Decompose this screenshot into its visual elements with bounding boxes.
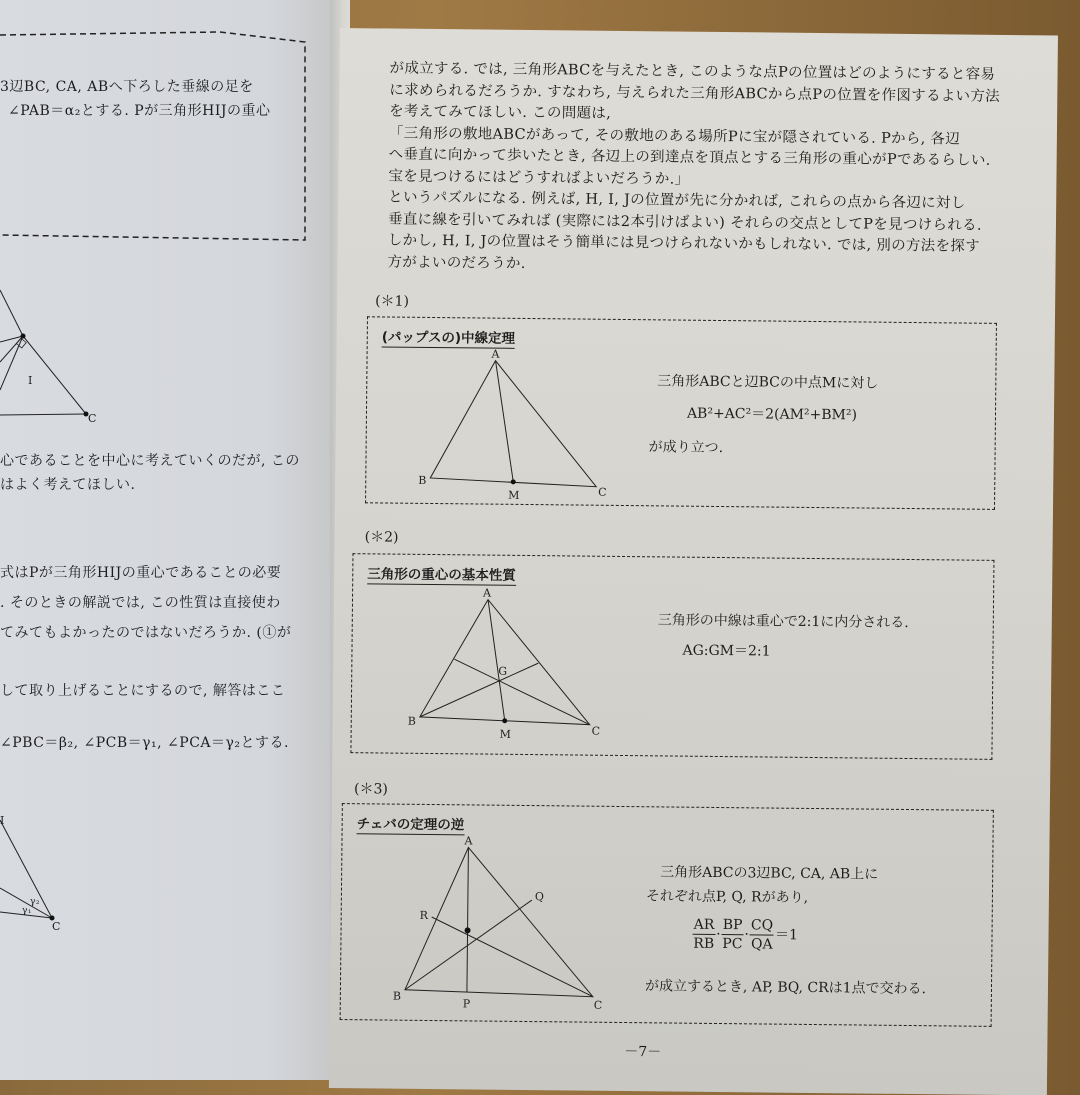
paragraph-line: ∠PBC＝β₂, ∠PCB＝γ₁, ∠PCA＝γ₂とする.: [0, 735, 289, 751]
svg-text:R: R: [419, 908, 429, 922]
median-theorem-box: [365, 316, 997, 510]
paragraph-line: . そのときの解説では, この性質は直接使わ: [0, 595, 281, 611]
text-line: 方がよいのだろうか.: [387, 254, 526, 272]
fig-label-I: I: [28, 374, 33, 387]
fig-label-C: C: [52, 920, 61, 933]
paragraph-line: 心であることを中心に考えていくのだが, この: [0, 453, 300, 469]
centroid-figure: [401, 587, 623, 759]
ceva-figure: [381, 834, 613, 1026]
theorem-statement: 三角形ABCと辺BCの中点Mに対し: [657, 373, 879, 392]
svg-text:M: M: [508, 488, 520, 502]
svg-text:G: G: [498, 664, 508, 678]
page-number: －7－: [624, 1044, 662, 1061]
svg-text:A: A: [483, 586, 492, 600]
fig-label-gamma2: γ₂: [30, 897, 40, 907]
left-page-figures: [0, 0, 335, 1080]
fig-label-gamma1: γ₁: [22, 906, 32, 916]
text-line: というパズルになる. 例えば, H, I, Jの位置が先に分かれば, これらの点から各辺に対し: [388, 189, 966, 212]
theorem-conclusion: が成立するとき, AP, BQ, CRは1点で交わる.: [644, 978, 927, 998]
left-page: [0, 0, 335, 1080]
theorem-statement: 三角形の中線は重心で2:1に内分される.: [657, 612, 909, 631]
svg-text:B: B: [392, 989, 402, 1003]
theorem-conclusion: が成り立つ.: [648, 439, 724, 457]
theorem-statement: 三角形ABCの3辺BC, CA, AB上に: [660, 864, 879, 883]
svg-text:B: B: [418, 473, 427, 487]
svg-text:A: A: [491, 347, 500, 361]
svg-text:C: C: [593, 998, 603, 1012]
box-title: 三角形の重心の基本性質: [367, 562, 516, 586]
text-line: が成立する. では, 三角形ABCを与えたとき, このような点Pの位置はどのようにすると容易: [389, 60, 996, 83]
text-line: へ垂直に向かって歩いたとき, 各辺上の到達点を頂点とする三角形の重心がPであるらしい.: [388, 146, 991, 169]
box-title: (パップスの)中線定理: [382, 325, 516, 348]
ceva-converse-box: [340, 803, 994, 1027]
fraction: $\frac{BP}{PC}$: [722, 917, 743, 953]
svg-text:A: A: [464, 834, 473, 848]
ceva-formula: $\frac{AR}{RB}$ · $\frac{BP}{PC}$ · $\frac{CQ}{QA}$ ＝1: [693, 916, 799, 953]
text-line: を考えてみてほしい. この問題は,: [389, 103, 612, 122]
theorem-formula: AB²+AC²＝2(AM²+BM²): [686, 405, 858, 424]
box-label-2: (＊2): [364, 529, 399, 546]
median-theorem-figure: [406, 348, 628, 510]
centroid-property-box: [350, 553, 994, 760]
paragraph-line: てみてもよかったのではないだろうか. (①が: [0, 625, 292, 641]
svg-text:C: C: [591, 724, 601, 738]
theorem-statement-2: それぞれ点P, Q, Rがあり,: [645, 888, 809, 906]
box-label-3: (＊3): [353, 781, 388, 798]
equals-one: ＝1: [774, 927, 799, 944]
fraction: $\frac{AR}{RB}$: [693, 916, 715, 952]
text-line: に求められるだろうか. すなわち, 与えられた三角形ABCから点Pの位置を作図するよい方法: [389, 82, 1001, 105]
fig-label-I: I: [0, 814, 5, 827]
text-line: 「三角形の敷地ABCがあって, その敷地のある場所Pに宝が隠されている. Pから, 各辺: [388, 125, 961, 147]
paragraph-line: 式はPが三角形HIJの重心であることの必要: [0, 565, 282, 581]
box-title: チェバの定理の逆: [357, 812, 465, 835]
svg-text:Q: Q: [534, 890, 545, 904]
text-line: 垂直に線を引いてみれば (実際には2本引けばよい) それらの交点としてPを見つけられる.: [387, 211, 982, 234]
svg-text:M: M: [499, 727, 511, 741]
box-text-line1: 3辺BC, CA, ABへ下ろした垂線の足を: [0, 79, 254, 95]
fraction: $\frac{CQ}{QA}$: [750, 917, 774, 953]
svg-text:P: P: [462, 997, 471, 1011]
box-label-1: (＊1): [375, 293, 410, 310]
text-line: しかし, H, I, Jの位置はそう簡単には見つけられないかもしれない. では, 別の方法を探す: [387, 232, 981, 255]
paragraph-line: はよく考えてほしい.: [0, 477, 136, 493]
paragraph-line: して取り上げることにするので, 解答はここ: [0, 683, 286, 699]
svg-text:B: B: [407, 714, 416, 728]
fig-label-C: C: [88, 412, 97, 425]
intro-paragraph: [387, 59, 1009, 280]
svg-text:C: C: [598, 485, 607, 499]
right-page: [329, 28, 1058, 1095]
text-line: 宝を見つけるにはどうすればよいだろうか.」: [388, 168, 690, 188]
box-text-line2: ∠PAB＝α₂とする. Pが三角形HIJの重心: [8, 103, 271, 119]
theorem-formula: AG:GM＝2:1: [682, 642, 771, 660]
